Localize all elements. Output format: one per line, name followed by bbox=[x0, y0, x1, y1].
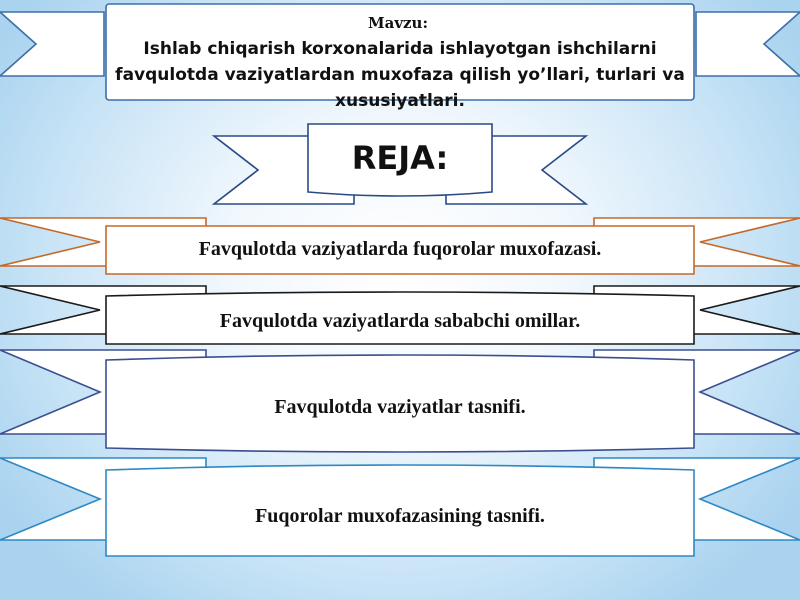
topic-ribbon-right-tail bbox=[696, 12, 800, 76]
topic-ribbon-left-tail bbox=[0, 12, 104, 76]
plan-title: REJA: bbox=[351, 139, 449, 177]
topic-heading bbox=[112, 10, 688, 111]
topic-label: Mavzu: bbox=[368, 14, 428, 32]
plan-item-3: Favqulotda vaziyatlar tasnifi. bbox=[274, 395, 526, 418]
topic-title: Ishlab chiqarish korxonalarida ishlayotgan ishchilarni favqulotda vaziyatlardan muxofaza qilish yo’llari, turlari va xususiyatlari. bbox=[115, 39, 685, 111]
plan-item-2: Favqulotda vaziyatlarda sababchi omillar. bbox=[219, 309, 581, 332]
plan-item-1: Favqulotda vaziyatlarda fuqorolar muxofazasi. bbox=[198, 237, 602, 260]
plan-item-4: Fuqorolar muxofazasining tasnifi. bbox=[255, 504, 545, 527]
